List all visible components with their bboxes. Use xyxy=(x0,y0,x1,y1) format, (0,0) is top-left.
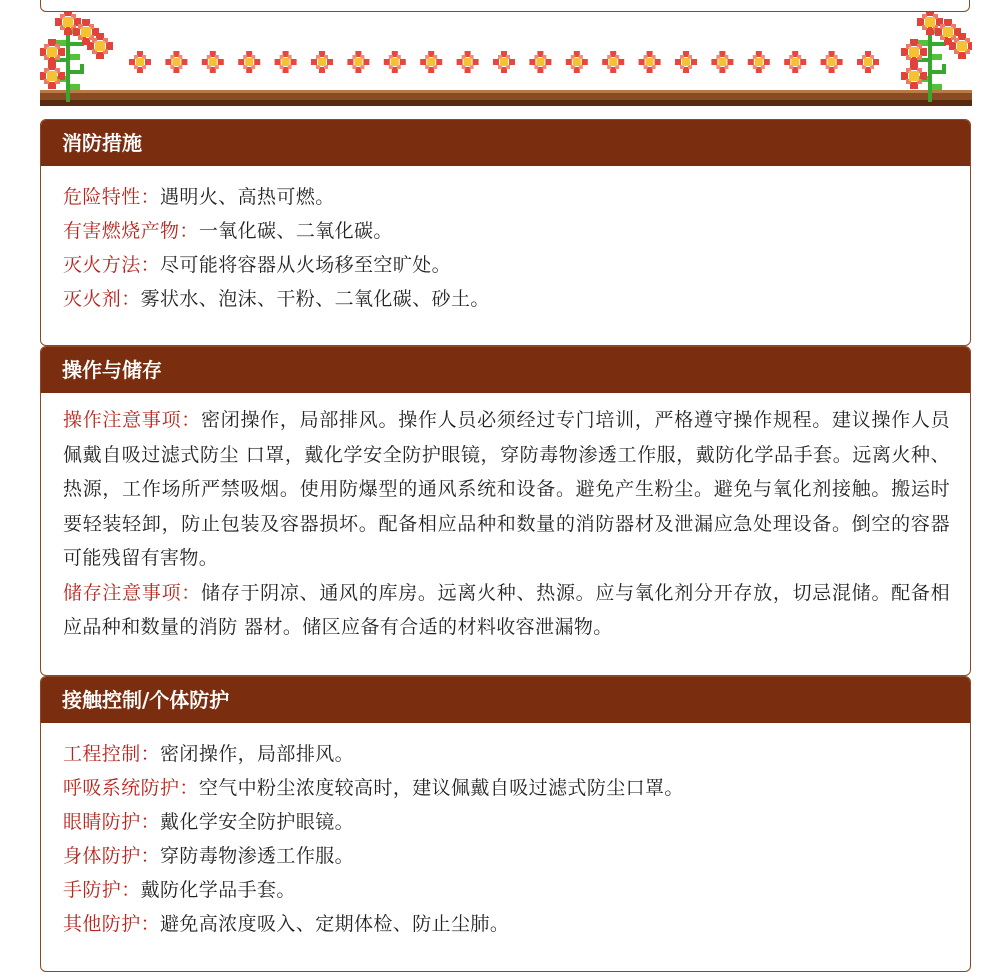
item-text: 雾状水、泡沫、干粉、二氧化碳、砂土。 xyxy=(140,288,490,310)
flower-icon xyxy=(129,51,151,73)
item-label: 危险特性： xyxy=(63,186,161,208)
flower-icon xyxy=(748,51,770,73)
handling-storage-section xyxy=(40,346,971,676)
item-label: 储存注意事项： xyxy=(63,581,202,604)
list-item xyxy=(63,907,950,941)
item-label: 身体防护： xyxy=(63,845,161,867)
list-item xyxy=(63,805,950,839)
item-text: 穿防毒物渗透工作服。 xyxy=(160,845,355,867)
item-text: 一氧化碳、二氧化碳。 xyxy=(198,220,393,242)
flower-icon xyxy=(821,51,843,73)
item-text: 空气中粉尘浓度较高时，建议佩戴自吸过滤式防尘口罩。 xyxy=(198,777,684,799)
list-item xyxy=(63,737,950,771)
item-text: 戴防化学品手套。 xyxy=(140,879,296,901)
list-item xyxy=(63,839,950,873)
item-label: 其他防护： xyxy=(63,913,161,935)
item-text: 密闭操作，局部排风。 xyxy=(160,743,355,765)
flower-icon xyxy=(311,51,333,73)
list-item xyxy=(63,771,950,805)
flower-icon xyxy=(675,51,697,73)
flower-icon xyxy=(493,51,515,73)
section-title: 操作与储存 xyxy=(41,347,970,393)
previous-section-card xyxy=(40,0,970,12)
flower-icon xyxy=(457,51,479,73)
list-item xyxy=(63,576,950,645)
list-item xyxy=(63,873,950,907)
flower-icon xyxy=(347,51,369,73)
list-item xyxy=(63,248,950,282)
item-label: 手防护： xyxy=(63,879,141,901)
item-text: 储存于阴凉、通风的库房。远离火种、热源。应与氧化剂分开存放，切忌混储。配备相应品种和数量的消防 器材。储区应备有合适的材料收容泄漏物。 xyxy=(63,581,950,638)
item-text: 遇明火、高热可燃。 xyxy=(160,186,335,208)
flower-icon xyxy=(238,51,260,73)
section-body xyxy=(41,723,970,951)
item-label: 灭火剂： xyxy=(63,288,141,310)
item-text: 避免高浓度吸入、定期体检、防止尘肺。 xyxy=(160,913,510,935)
flower-icon xyxy=(784,51,806,73)
flower-icon xyxy=(420,51,442,73)
flower-icon xyxy=(639,51,661,73)
list-item xyxy=(63,403,950,576)
flower-icon xyxy=(529,51,551,73)
flower-icon xyxy=(602,51,624,73)
flower-icon xyxy=(165,51,187,73)
flower-icon xyxy=(711,51,733,73)
section-title: 接触控制/个体防护 xyxy=(41,677,970,723)
exposure-control-section xyxy=(40,676,971,972)
list-item xyxy=(63,180,950,214)
section-body xyxy=(41,166,970,326)
item-text: 戴化学安全防护眼镜。 xyxy=(160,811,355,833)
flower-icon xyxy=(275,51,297,73)
list-item xyxy=(63,214,950,248)
item-label: 呼吸系统防护： xyxy=(63,777,199,799)
item-label: 有害燃烧产物： xyxy=(63,220,199,242)
flower-icon xyxy=(566,51,588,73)
section-title: 消防措施 xyxy=(41,120,970,166)
list-item xyxy=(63,282,950,316)
decorative-flower-banner xyxy=(40,12,972,110)
item-text: 尽可能将容器从火场移至空旷处。 xyxy=(160,254,452,276)
flower-icon xyxy=(202,51,224,73)
flower-icon xyxy=(384,51,406,73)
item-label: 工程控制： xyxy=(63,743,161,765)
flower-icon xyxy=(857,51,879,73)
section-body xyxy=(41,393,970,655)
item-label: 眼睛防护： xyxy=(63,811,161,833)
item-label: 灭火方法： xyxy=(63,254,161,276)
item-text: 密闭操作，局部排风。操作人员必须经过专门培训，严格遵守操作规程。建议操作人员佩戴自吸过滤式防尘 口罩，戴化学安全防护眼镜，穿防毒物渗透工作服，戴防化学品手套。远离火种、热源，工作场所严禁吸烟。使用防爆型的通风系统和设备。避免产生粉尘。避免与氧化剂接触。搬运时要轻装轻卸，防止包装及容器损坏。配备相应品种和数量的消防器材及泄漏应急处理设备。倒空的容器可能残留有害物。 xyxy=(63,409,950,569)
item-label: 操作注意事项： xyxy=(63,409,202,431)
fire-fighting-section xyxy=(40,119,971,346)
